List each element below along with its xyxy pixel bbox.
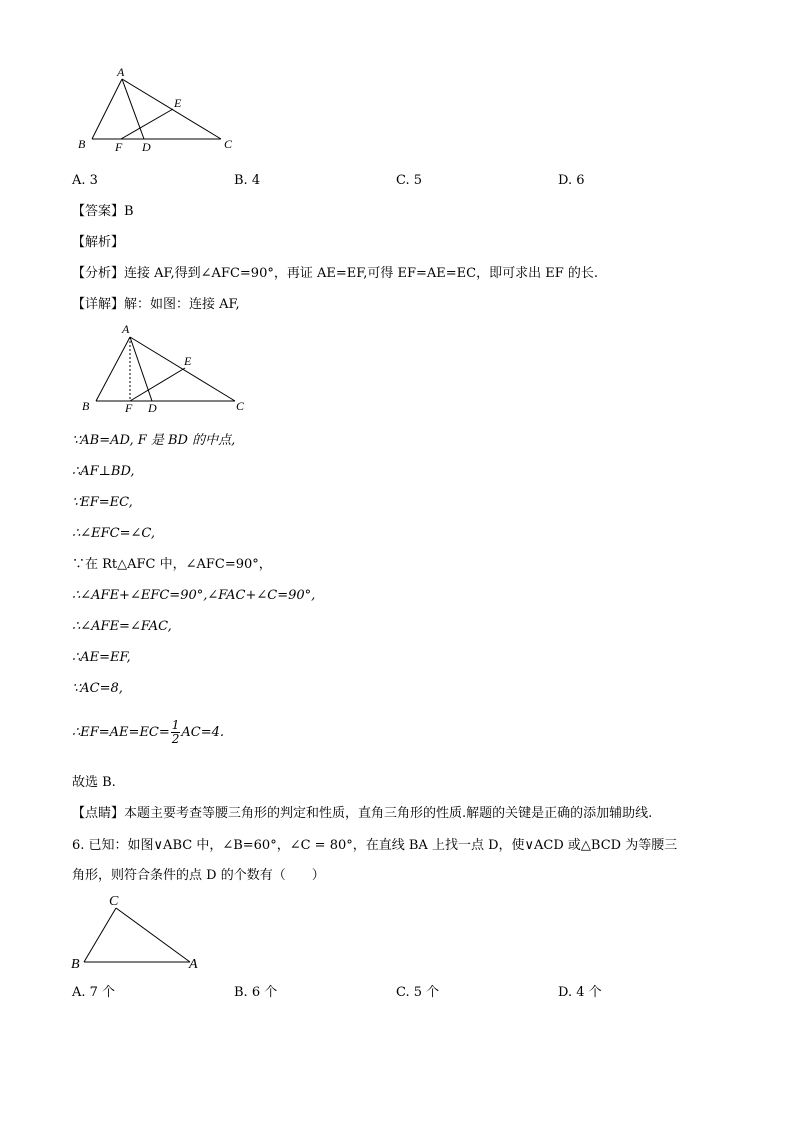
xiangjie-line	[72, 296, 240, 314]
label-a: A	[122, 322, 130, 336]
q6-option-b: B. 6 个	[234, 985, 278, 1000]
segment-ad	[130, 337, 152, 401]
xiangjie-text: 解：如图：连接 AF,	[124, 297, 240, 312]
segment-ab	[96, 337, 130, 401]
proof-step-2: ∴AF⊥BD,	[72, 464, 135, 479]
choose-line: 故选 B.	[72, 775, 116, 790]
label-e: E	[174, 96, 182, 110]
fenxi-line	[72, 265, 598, 283]
xiangjie-tag: 【详解】	[72, 297, 125, 312]
label-c: C	[236, 399, 245, 413]
answer-value: B	[124, 204, 134, 219]
proof-step-4: ∴∠EFC=∠C,	[72, 526, 156, 541]
label-c: C	[224, 137, 233, 151]
label-d: D	[148, 401, 157, 415]
q6-stem-line-1: 6. 已知：如图∨ABC 中，∠B=60°，∠C = 80°，在直线 BA 上找一点 D，使∨ACD 或△BCD 为等腰三	[72, 838, 678, 853]
q5-option-d: D. 6	[558, 173, 585, 188]
proof-step-9: ∵AC=8,	[72, 681, 123, 696]
label-b: B	[71, 957, 80, 972]
answer-line	[72, 203, 134, 221]
analysis-tag: 【解析】	[72, 235, 125, 250]
proof-step-3: ∵EF=EC,	[72, 495, 133, 510]
segment-bc	[84, 908, 116, 962]
segment-fe	[130, 368, 185, 401]
segment-ca	[116, 908, 190, 962]
fraction-denominator: 2	[171, 732, 180, 746]
q6-option-d: D. 4 个	[558, 985, 602, 1000]
label-b: B	[82, 399, 90, 413]
segment-fe	[121, 109, 173, 139]
label-c: C	[109, 894, 119, 909]
label-f: F	[115, 140, 123, 154]
q5-option-c: C. 5	[396, 173, 423, 188]
q5-option-a: A. 3	[72, 173, 98, 188]
segment-ab	[92, 79, 122, 139]
fenxi-tag: 【分析】	[72, 266, 125, 281]
triangle-figure-2	[78, 320, 258, 418]
final-step-prefix: ∴EF=AE=EC=	[72, 725, 170, 740]
dianjing-text: 本题主要考查等腰三角形的判定和性质，直角三角形的性质.解题的关键是正确的添加辅助线.	[124, 806, 653, 821]
q6-option-c: C. 5 个	[396, 985, 440, 1000]
q6-stem-line-2: 角形，则符合条件的点 D 的个数有（ ）	[72, 868, 325, 883]
triangle-figure-1	[74, 64, 244, 156]
fraction-one-half	[171, 719, 181, 746]
label-a: A	[189, 957, 198, 972]
proof-step-8: ∴AE=EF,	[72, 650, 131, 665]
fenxi-text: 连接 AF,得到∠AFC=90°，再证 AE=EF,可得 EF=AE=EC，即可求出 EF 的长.	[124, 266, 599, 281]
label-a: A	[117, 65, 125, 79]
q6-option-a: A. 7 个	[72, 985, 116, 1000]
proof-step-5: ∵在 Rt△AFC 中，∠AFC=90°，	[72, 557, 272, 572]
label-e: E	[184, 354, 192, 368]
label-b: B	[78, 137, 86, 151]
final-step-suffix: AC=4.	[181, 725, 225, 740]
dianjing-line	[72, 805, 652, 823]
answer-tag: 【答案】	[72, 204, 125, 219]
triangle-figure-3	[68, 890, 208, 972]
dianjing-tag: 【点睛】	[72, 806, 125, 821]
proof-final-step	[72, 718, 224, 748]
q5-option-b: B. 4	[234, 173, 261, 188]
fraction-numerator: 1	[171, 718, 180, 732]
proof-step-6: ∴∠AFE+∠EFC=90°,∠FAC+∠C=90°,	[72, 588, 316, 603]
label-f: F	[125, 401, 133, 415]
proof-step-7: ∴∠AFE=∠FAC,	[72, 619, 172, 634]
proof-step-1: ∵AB=AD, F 是 BD 的中点,	[72, 433, 236, 448]
label-d: D	[142, 140, 151, 154]
segment-ad	[122, 79, 144, 139]
